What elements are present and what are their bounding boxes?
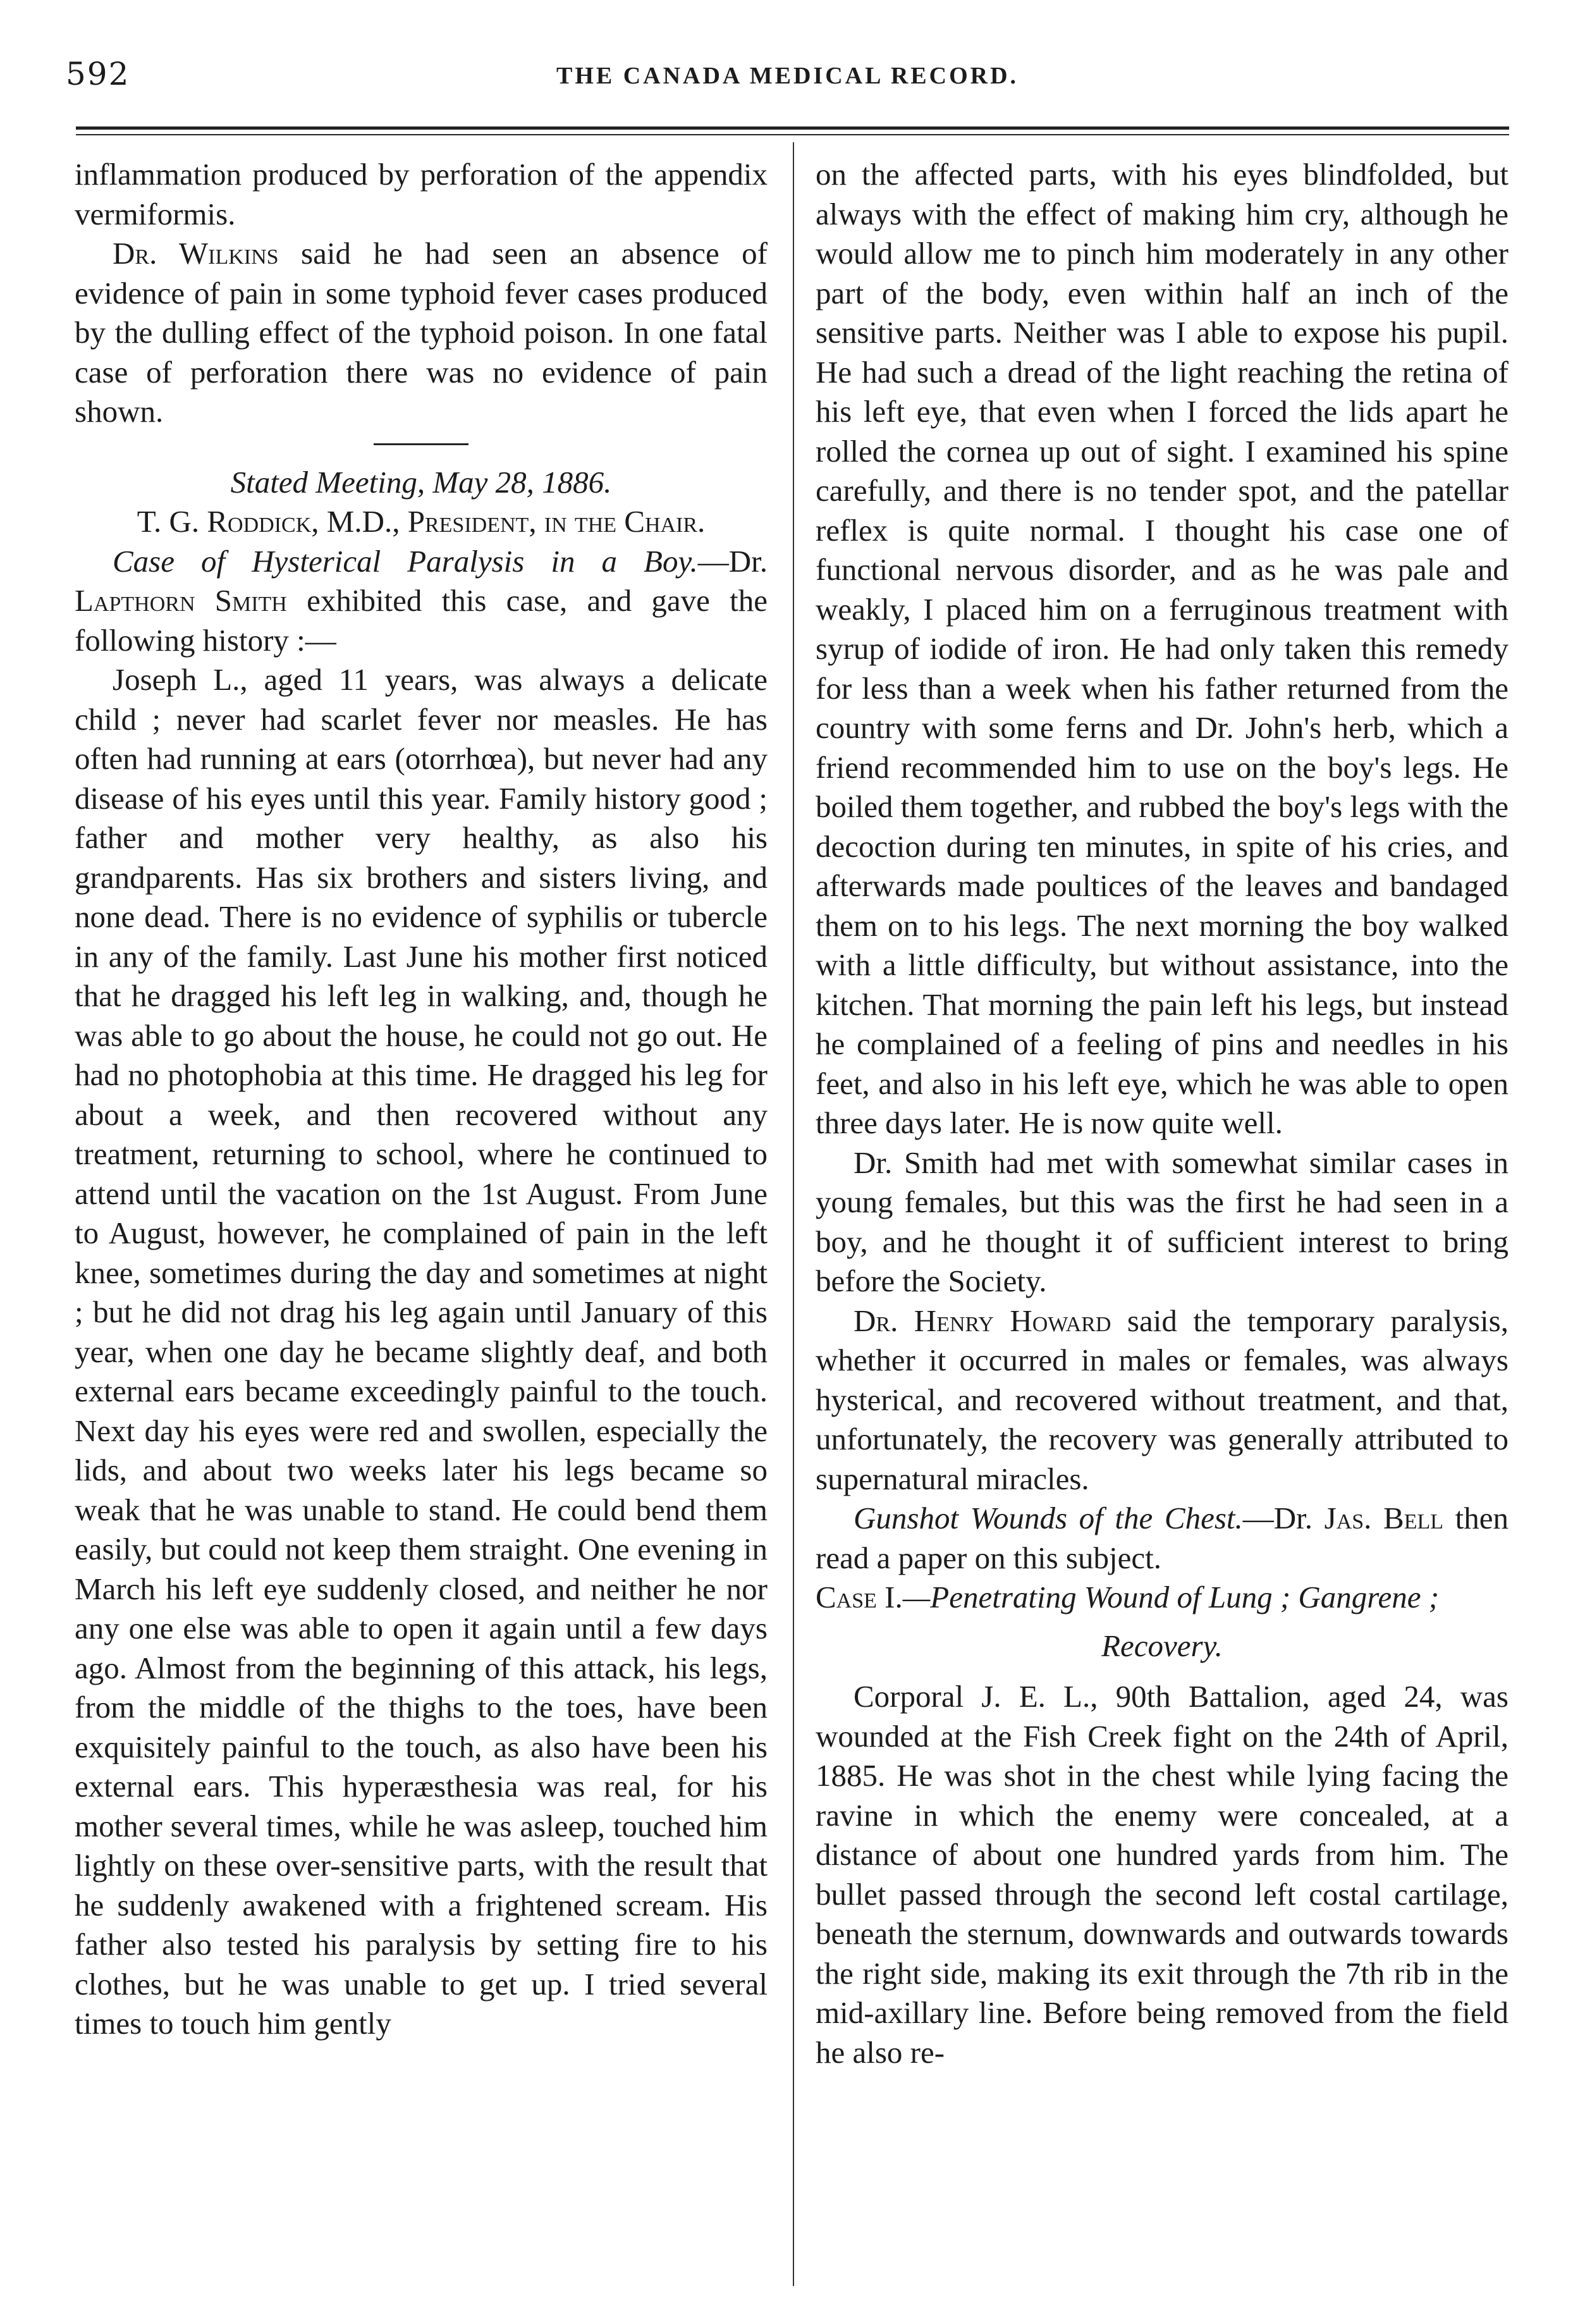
chair-line: T. G. Roddick, M.D., President, in the Chair. (137, 504, 706, 539)
left-column (75, 155, 768, 2044)
paragraph-wilkins (75, 234, 768, 432)
page-number: 592 (66, 56, 130, 92)
case-title: Case of Hysterical Paralysis in a Boy. (113, 543, 698, 579)
case-dash: —Dr. (697, 543, 768, 579)
case1-title: —Penetrating Wound of Lung ; Gangrene ; (902, 1580, 1440, 1614)
paragraph-text: said he had seen an absence of evidence of pain in some typhoid fever cases produced by the dulling effect of the typhoid poison. In one fatal case of perforation there was no evidence of pain shown. (75, 236, 768, 429)
paragraph-text: said the temporary paralysis, whether it occurred in males or females, was always hysterical, and recovered without treatment, and that, unfortunately, the recovery was generally attributed to supernatural miracles. (816, 1303, 1509, 1496)
paper-title: Gunshot Wounds of the Chest. (854, 1501, 1243, 1535)
case-intro: exhibited this case, and gave the following history :— (75, 583, 768, 658)
gunshot-heading (816, 1499, 1509, 1578)
paragraph-howard (816, 1301, 1509, 1499)
case-history: Joseph L., aged 11 years, was always a delicate child ; never had scarlet fever nor measles. He has often had running at ears (otorrhœa), but never had any disease of his eyes until this year. Family history good ; father and mother very healthy, as also his grandparents. Has six brothers and sisters living, and none dead. There is no evidence of syphilis or tubercle in any of the family. Last June his mother first noticed that he dragged his left leg in walking, and, though he was able to go about the house, he could not go out. He had no photophobia at this time. He dragged his leg for about a week, and then recovered without any treatment, returning to school, where he continued to attend until the vacation on the 1st August. From June to August, however, he complained of pain in the left knee, sometimes during the day and sometimes at night ; but he did not drag his leg again until January of this year, when one day he became slightly deaf, and both external ears became exceedingly painful to the touch. Next day his eyes were red and swollen, especially the lids, and about two weeks later his legs became so weak that he was unable to stand. He could bend them easily, but could not keep them straight. One evening in March his left eye suddenly closed, and neither he nor any one else was able to open it again until a few days ago. Almost from the beginning of this attack, his legs, from the middle of the thighs to the toes, have been exquisitely painful to the touch, as also have been his external ears. This hyperæsthesia was real, for his mother several times, while he was asleep, touched him lightly on these over-sensitive parts, with the result that he suddenly awakened with a frightened scream. His father also tested his paralysis by setting fire to his clothes, but he was unable to get up. I tried several times to touch him gently (75, 662, 768, 2041)
case1-recovery: Recovery. (1101, 1628, 1223, 1663)
paper-intro: then read a paper on this subject. (816, 1501, 1509, 1575)
speaker-name: Dr. Henry Howard (854, 1303, 1111, 1338)
right-column (816, 155, 1509, 2072)
case1-heading (816, 1578, 1509, 1618)
history-continuation: on the affected parts, with his eyes blindfolded, but always with the effect of making him cry, although he would allow me to pinch him moderately in any other part of the body, even within half an inch of the sensitive parts. Neither was I able to expose his pupil. He had such a dread of the light reaching the retina of his left eye, that even when I forced the lids apart he rolled the cornea up out of sight. I examined his spine carefully, and there is no tender spot, and the patellar reflex is quite normal. I thought his case one of functional nervous disorder, and as he was pale and weakly, I placed him on a ferruginous treatment with syrup of iodide of iron. He had only taken this remedy for less than a week when his father returned from the country with some ferns and Dr. John's herb, which a friend recommended him to use on the boy's legs. He boiled them together, and rubbed the boy's legs with the decoction during ten minutes, in spite of his cries, and afterwards made poultices of the leaves and bandaged them on to his legs. The next morning the boy walked with a little difficulty, but without assistance, into the kitchen. That morning the pain left his legs, but instead he complained of a feeling of pins and needles in his feet, and also in his left eye, which he was able to open three days later. He is now quite well. (816, 157, 1509, 1140)
column-divider (793, 142, 794, 2286)
paragraph-perforation: inflammation produced by perforation of the appendix vermiformis. (75, 157, 768, 231)
meeting-heading: Stated Meeting, May 28, 1886. (230, 464, 612, 500)
page-header (66, 44, 1509, 114)
presenter-name: Lapthorn Smith (75, 583, 287, 618)
case1-label: Case I. (816, 1580, 903, 1614)
speaker-name: Dr. Wilkins (113, 236, 279, 271)
header-rule-thin (76, 134, 1509, 135)
case-heading (75, 542, 768, 661)
author-name: Jas. Bell (1324, 1501, 1444, 1535)
header-rule-thick (76, 126, 1509, 130)
section-separator (374, 443, 468, 445)
journal-title: THE CANADA MEDICAL RECORD. (556, 63, 1019, 89)
case1-text: Corporal J. E. L., 90th Battalion, aged 24, was wounded at the Fish Creek fight on the 24th of April, 1885. He was shot in the chest while lying facing the ravine in which the enemy were concealed, at a distance of about one hundred yards from him. The bullet passed through the second left costal cartilage, beneath the sternum, downwards and outwards towards the right side, making its exit through the 7th rib in the mid-axillary line. Before being removed from the field he also re- (816, 1679, 1509, 2070)
paper-dash: —Dr. (1242, 1501, 1325, 1535)
smith-remark: Dr. Smith had met with somewhat similar cases in young females, but this was the first he had seen in a boy, and he thought it of sufficient interest to bring before the Society. (816, 1145, 1509, 1298)
